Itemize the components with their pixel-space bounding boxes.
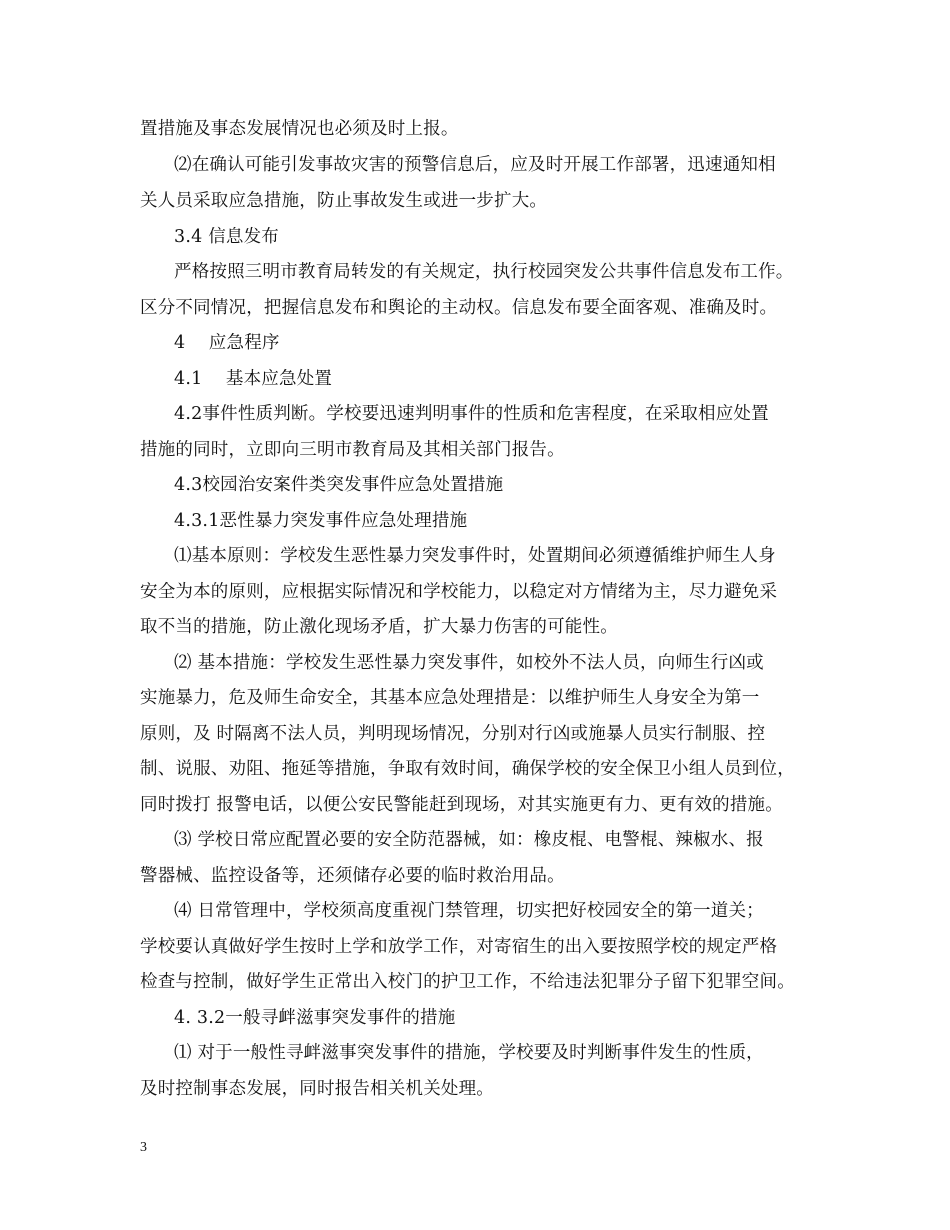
text-line: 关人员采取应急措施，防止事故发生或进一步扩大。 bbox=[140, 191, 548, 211]
text-line: 严格按照三明市教育局转发的有关规定，执行校园突发公共事件信息发布工作。 bbox=[174, 262, 794, 282]
text-line: ⑴ 对于一般性寻衅滋事突发事件的措施，学校要及时判断事件发生的性质， bbox=[174, 1043, 764, 1063]
section-heading: 4.3.1恶性暴力突发事件应急处理措施 bbox=[174, 511, 468, 531]
text-line: ⑶ 学校日常应配置必要的安全防范器械，如：橡皮棍、电警棍、辣椒水、报 bbox=[174, 830, 764, 850]
text-line: ⑷ 日常管理中，学校须高度重视门禁管理，切实把好校园安全的第一道关； bbox=[174, 901, 764, 921]
page-number: 3 bbox=[140, 1140, 147, 1155]
text-line: ⑴基本原则：学校发生恶性暴力突发事件时，处置期间必须遵循维护师生人身 bbox=[174, 546, 776, 566]
text-line: 警器械、监控设备等，还须储存必要的临时救治用品。 bbox=[140, 866, 565, 886]
text-line: 及时控制事态发展，同时报告相关机关处理。 bbox=[140, 1079, 494, 1099]
text-line: 区分不同情况，把握信息发布和舆论的主动权。信息发布要全面客观、准确及时。 bbox=[140, 298, 778, 318]
text-line: 措施的同时，立即向三明市教育局及其相关部门报告。 bbox=[140, 440, 565, 460]
text-line: 实施暴力，危及师生命安全，其基本应急处理措是：以维护师生人身安全为第一 bbox=[140, 688, 760, 708]
text-line: 取不当的措施，防止激化现场矛盾，扩大暴力伤害的可能性。 bbox=[140, 617, 618, 637]
section-heading: 4. 3.2一般寻衅滋事突发事件的措施 bbox=[174, 1008, 456, 1028]
text-line: 检查与控制，做好学生正常出入校门的护卫工作，不给违法犯罪分子留下犯罪空间。 bbox=[140, 972, 795, 992]
text-line: ⑵在确认可能引发事故灾害的预警信息后，应及时开展工作部署，迅速通知相 bbox=[174, 155, 776, 175]
text-line: 制、说服、劝阻、拖延等措施，争取有效时间，确保学校的安全保卫小组人员到位， bbox=[140, 759, 795, 779]
section-heading: 4.3校园治安案件类突发事件应急处置措施 bbox=[174, 475, 504, 495]
section-heading: 4.1 基本应急处置 bbox=[174, 369, 333, 389]
text-line: 学校要认真做好学生按时上学和放学工作，对寄宿生的出入要按照学校的规定严格 bbox=[140, 937, 778, 957]
text-line: 同时拨打 报警电话，以便公安民警能赶到现场，对其实施更有力、更有效的措施。 bbox=[140, 795, 783, 815]
text-line: 4.2事件性质判断。学校要迅速判明事件的性质和危害程度，在采取相应处置 bbox=[174, 404, 769, 424]
text-line: ⑵ 基本措施：学校发生恶性暴力突发事件，如校外不法人员，向师生行凶或 bbox=[174, 653, 764, 673]
section-heading: 3.4 信息发布 bbox=[174, 227, 279, 247]
text-line: 原则，及 时隔离不法人员，判明现场情况，分别对行凶或施暴人员实行制服、控 bbox=[140, 724, 766, 744]
section-heading: 4 应急程序 bbox=[174, 333, 280, 353]
text-line: 置措施及事态发展情况也必须及时上报。 bbox=[140, 119, 459, 139]
text-line: 安全为本的原则，应根据实际情况和学校能力，以稳定对方情绪为主，尽力避免采 bbox=[140, 582, 778, 602]
